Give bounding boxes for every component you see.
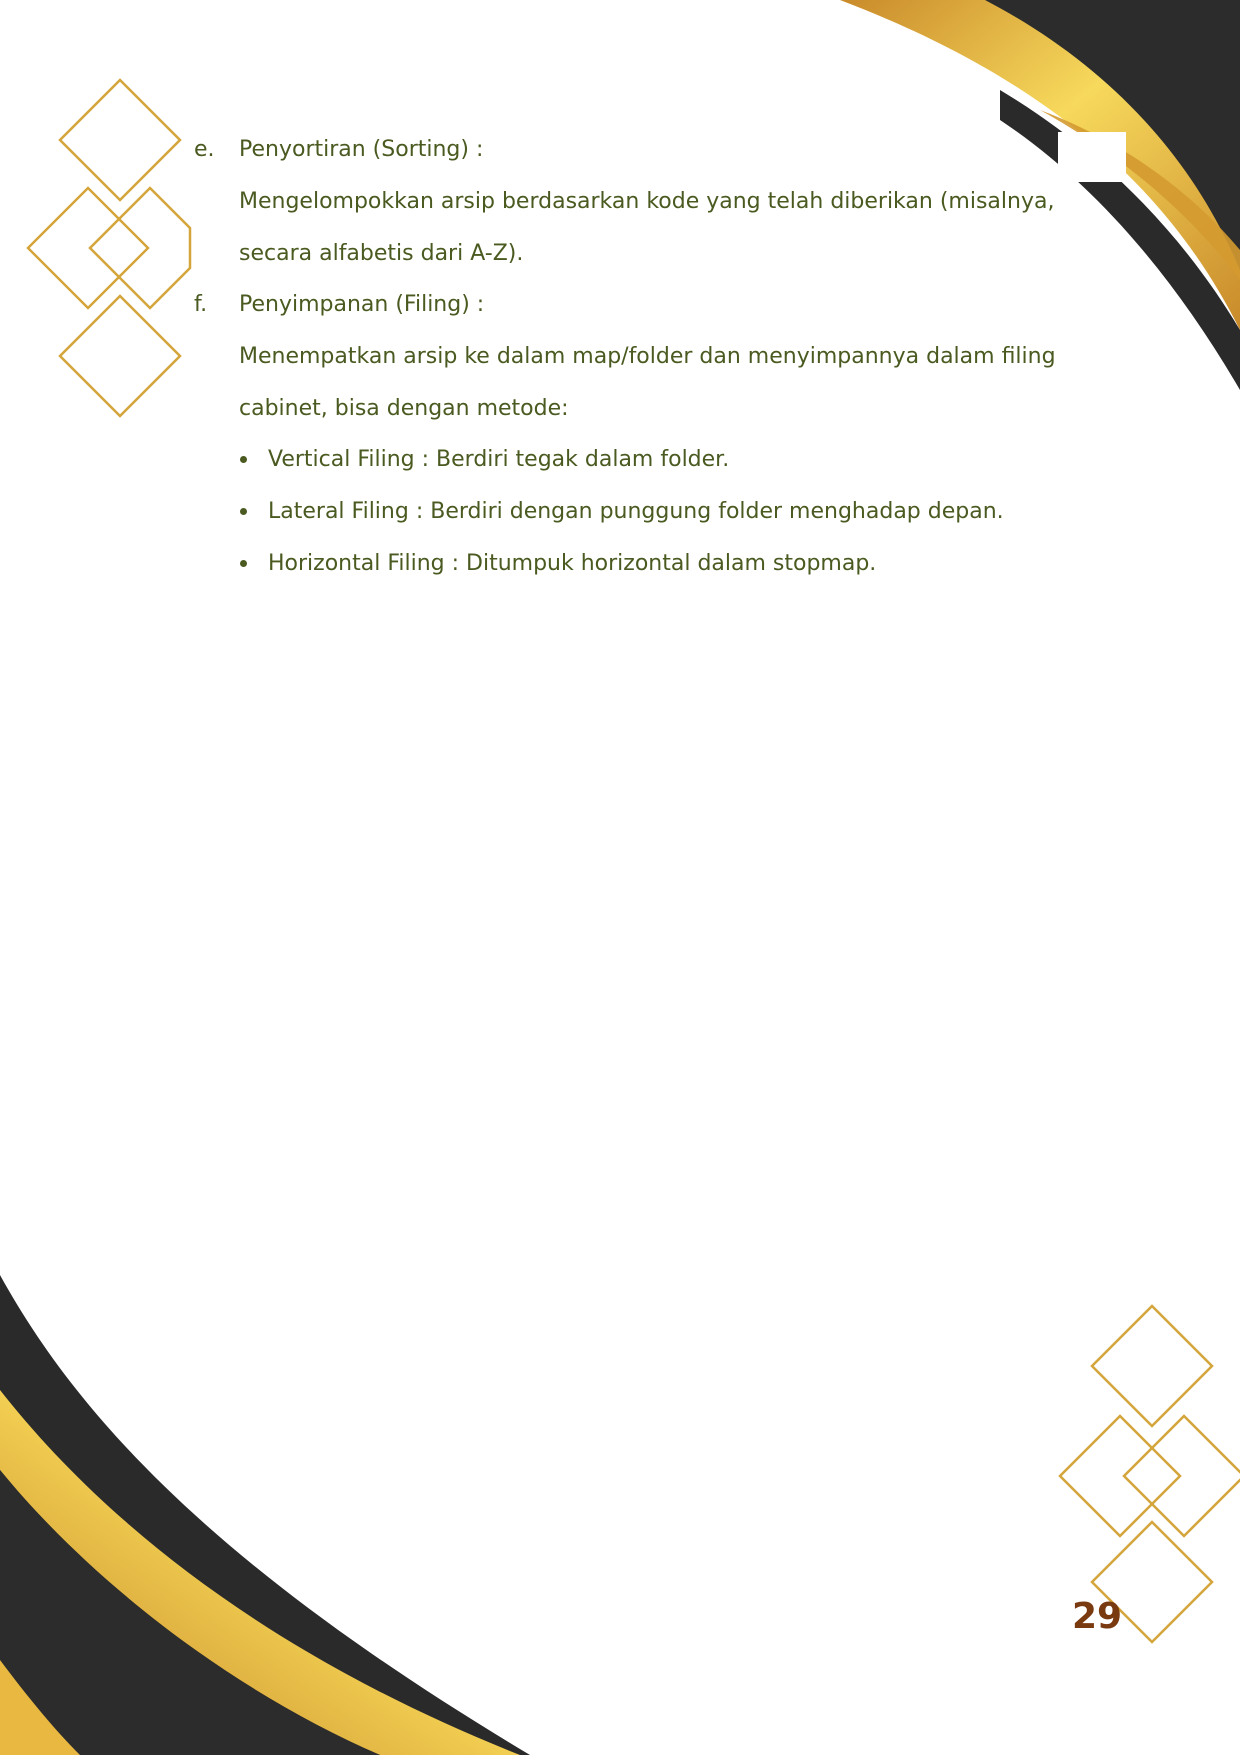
bullet-icon xyxy=(240,508,247,515)
page-number: 29 xyxy=(1072,1596,1123,1637)
item-body-line: Mengelompokkan arsip berdasarkan kode yang telah diberikan (misalnya, xyxy=(239,189,1055,214)
item-heading: Penyortiran (Sorting) : xyxy=(239,137,484,162)
list-marker: f. xyxy=(194,292,208,317)
item-body-line: secara alfabetis dari A-Z). xyxy=(239,241,524,266)
bullet-icon xyxy=(240,456,247,463)
list-marker: e. xyxy=(194,137,215,162)
item-body-line: cabinet, bisa dengan metode: xyxy=(239,396,569,421)
bullet-item: Vertical Filing : Berdiri tegak dalam folder. xyxy=(268,447,730,472)
item-heading: Penyimpanan (Filing) : xyxy=(239,292,485,317)
bullet-item: Horizontal Filing : Ditumpuk horizontal dalam stopmap. xyxy=(268,551,877,576)
bullet-icon xyxy=(240,560,247,567)
bullet-item: Lateral Filing : Berdiri dengan punggung folder menghadap depan. xyxy=(268,499,1004,524)
item-body-line: Menempatkan arsip ke dalam map/folder dan menyimpannya dalam filing xyxy=(239,344,1056,369)
